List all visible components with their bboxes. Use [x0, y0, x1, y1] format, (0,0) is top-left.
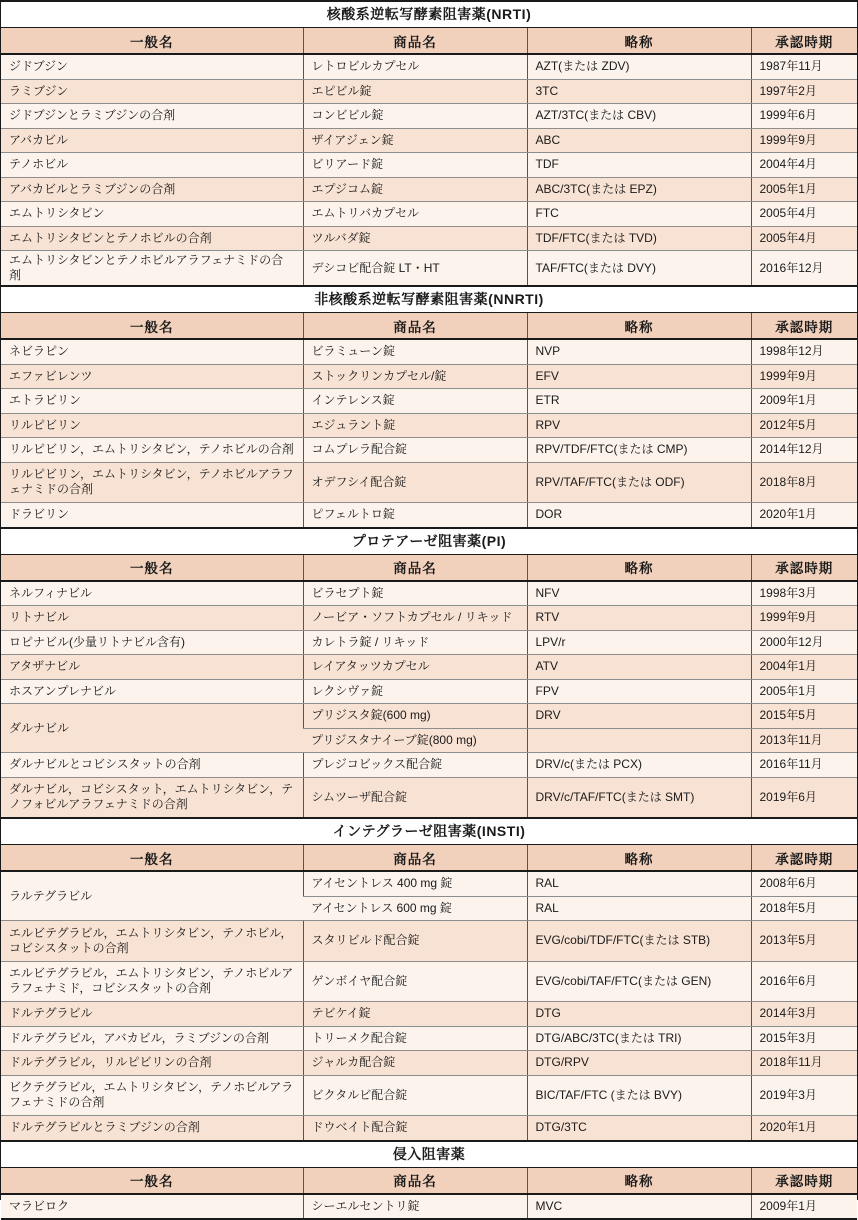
cell-abbreviation: DOR: [527, 503, 751, 528]
column-header: 一般名: [1, 845, 303, 871]
drug-table: [1, 1168, 857, 1220]
cell-approval-date: 1987年11月: [751, 54, 857, 79]
cell-approval-date: 2009年1月: [751, 389, 857, 414]
column-header: 承認時期: [751, 845, 857, 871]
cell-abbreviation: ATV: [527, 655, 751, 680]
table-row: [1, 1116, 857, 1141]
table-row: [1, 1051, 857, 1076]
cell-abbreviation: RPV/TDF/FTC(または CMP): [527, 438, 751, 463]
column-header: 略称: [527, 1168, 751, 1194]
cell-approval-date: 2013年11月: [751, 728, 857, 753]
cell-brand-name: レイアタッツカプセル: [303, 655, 527, 680]
column-header: 承認時期: [751, 28, 857, 54]
table-row: [1, 630, 857, 655]
cell-abbreviation: TDF: [527, 153, 751, 178]
table-row: [1, 128, 857, 153]
cell-generic-name: エトラビリン: [1, 389, 303, 414]
cell-abbreviation: MVC: [527, 1194, 751, 1220]
cell-abbreviation: FPV: [527, 679, 751, 704]
cell-approval-date: 2000年12月: [751, 630, 857, 655]
cell-approval-date: 2015年3月: [751, 1026, 857, 1051]
cell-abbreviation: BIC/TAF/FTC (または BVY): [527, 1075, 751, 1116]
cell-approval-date: 1998年3月: [751, 581, 857, 606]
cell-abbreviation: AZT(または ZDV): [527, 54, 751, 79]
cell-approval-date: 2018年5月: [751, 896, 857, 921]
section-title: プロテアーゼ阻害薬(PI): [1, 529, 857, 555]
cell-generic-name: ドラビリン: [1, 503, 303, 528]
header-row: [1, 555, 857, 581]
cell-abbreviation: FTC: [527, 202, 751, 227]
cell-abbreviation: EVG/cobi/TDF/FTC(または STB): [527, 921, 751, 962]
column-header: 略称: [527, 313, 751, 339]
cell-approval-date: 1998年12月: [751, 339, 857, 364]
cell-abbreviation: RAL: [527, 896, 751, 921]
column-header: 略称: [527, 845, 751, 871]
cell-abbreviation: NFV: [527, 581, 751, 606]
column-header: 略称: [527, 28, 751, 54]
table-row: [1, 655, 857, 680]
column-header: 商品名: [303, 1168, 527, 1194]
table-row: [1, 1002, 857, 1027]
cell-approval-date: 2019年6月: [751, 777, 857, 818]
cell-brand-name: テビケイ錠: [303, 1002, 527, 1027]
cell-abbreviation: [527, 728, 751, 753]
column-header: 商品名: [303, 313, 527, 339]
cell-abbreviation: DRV/c/TAF/FTC(または SMT): [527, 777, 751, 818]
table-row: [1, 202, 857, 227]
cell-approval-date: 2020年1月: [751, 1116, 857, 1141]
table-row: [1, 153, 857, 178]
cell-generic-name: リトナビル: [1, 606, 303, 631]
cell-brand-name: プリジスタ錠(600 mg): [303, 704, 527, 729]
cell-approval-date: 2016年6月: [751, 961, 857, 1002]
cell-brand-name: エムトリバカプセル: [303, 202, 527, 227]
cell-approval-date: 2009年1月: [751, 1194, 857, 1220]
cell-brand-name: エプジコム錠: [303, 177, 527, 202]
cell-brand-name: エピビル錠: [303, 79, 527, 104]
drug-table: [1, 555, 857, 820]
cell-approval-date: 1997年2月: [751, 79, 857, 104]
cell-brand-name: シーエルセントリ錠: [303, 1194, 527, 1220]
cell-brand-name: デシコビ配合錠 LT・HT: [303, 251, 527, 287]
cell-generic-name: リルピビリン: [1, 413, 303, 438]
table-row: [1, 679, 857, 704]
cell-abbreviation: RTV: [527, 606, 751, 631]
cell-approval-date: 1999年6月: [751, 104, 857, 129]
cell-brand-name: レクシヴァ錠: [303, 679, 527, 704]
column-header: 承認時期: [751, 555, 857, 581]
cell-generic-name: ジドブジン: [1, 54, 303, 79]
cell-approval-date: 2005年1月: [751, 177, 857, 202]
table-row: [1, 581, 857, 606]
cell-approval-date: 2016年12月: [751, 251, 857, 287]
cell-generic-name: エルビテグラビル，エムトリシタビン，テノホビルアラフェナミド，コビシスタットの合剤: [1, 961, 303, 1002]
column-header: 一般名: [1, 28, 303, 54]
cell-abbreviation: TAF/FTC(または DVY): [527, 251, 751, 287]
table-row: [1, 921, 857, 962]
cell-generic-name: ドルテグラビルとラミブジンの合剤: [1, 1116, 303, 1141]
header-row: [1, 845, 857, 871]
cell-brand-name: ザイアジェン錠: [303, 128, 527, 153]
table-row: [1, 251, 857, 287]
cell-generic-name: ラルテグラビル: [1, 871, 303, 921]
cell-generic-name: エムトリシタビンとテノホビルアラフェナミドの合剤: [1, 251, 303, 287]
cell-brand-name: トリーメク配合錠: [303, 1026, 527, 1051]
table-row: [1, 438, 857, 463]
cell-approval-date: 1999年9月: [751, 606, 857, 631]
cell-approval-date: 1999年9月: [751, 128, 857, 153]
cell-abbreviation: AZT/3TC(または CBV): [527, 104, 751, 129]
cell-brand-name: コンビビル錠: [303, 104, 527, 129]
cell-brand-name: ストックリンカプセル/錠: [303, 364, 527, 389]
table-row: [1, 226, 857, 251]
cell-generic-name: ラミブジン: [1, 79, 303, 104]
table-row: [1, 104, 857, 129]
cell-brand-name: スタリビルド配合錠: [303, 921, 527, 962]
cell-approval-date: 2018年8月: [751, 462, 857, 503]
table-row: [1, 364, 857, 389]
cell-approval-date: 2018年11月: [751, 1051, 857, 1076]
cell-abbreviation: EVG/cobi/TAF/FTC(または GEN): [527, 961, 751, 1002]
cell-approval-date: 2004年4月: [751, 153, 857, 178]
cell-generic-name: ダルナビル，コビシスタット，エムトリシタビン，テノフォビルアラフェナミドの合剤: [1, 777, 303, 818]
cell-brand-name: コムプレラ配合錠: [303, 438, 527, 463]
cell-abbreviation: DTG/3TC: [527, 1116, 751, 1141]
table-row: [1, 177, 857, 202]
column-header: 承認時期: [751, 1168, 857, 1194]
cell-brand-name: アイセントレス 400 mg 錠: [303, 871, 527, 896]
cell-generic-name: ホスアンプレナビル: [1, 679, 303, 704]
cell-generic-name: ネルフィナビル: [1, 581, 303, 606]
column-header: 略称: [527, 555, 751, 581]
table-row: [1, 1194, 857, 1220]
cell-brand-name: レトロビルカプセル: [303, 54, 527, 79]
table-row: [1, 54, 857, 79]
drug-table: [1, 313, 857, 529]
cell-approval-date: 2014年3月: [751, 1002, 857, 1027]
cell-abbreviation: NVP: [527, 339, 751, 364]
cell-generic-name: ドルテグラビル，リルピビリンの合剤: [1, 1051, 303, 1076]
cell-brand-name: ノービア・ソフトカプセル / リキッド: [303, 606, 527, 631]
cell-brand-name: プレジコビックス配合錠: [303, 753, 527, 778]
cell-brand-name: ジャルカ配合錠: [303, 1051, 527, 1076]
table-row: [1, 503, 857, 528]
cell-abbreviation: DTG/RPV: [527, 1051, 751, 1076]
column-header: 承認時期: [751, 313, 857, 339]
cell-generic-name: ダルナビルとコビシスタットの合剤: [1, 753, 303, 778]
cell-approval-date: 2019年3月: [751, 1075, 857, 1116]
cell-generic-name: ネビラピン: [1, 339, 303, 364]
header-row: [1, 1168, 857, 1194]
column-header: 一般名: [1, 555, 303, 581]
cell-generic-name: エルビテグラビル，エムトリシタビン，テノホビル，コビシスタットの合剤: [1, 921, 303, 962]
cell-approval-date: 2005年4月: [751, 202, 857, 227]
cell-abbreviation: DTG: [527, 1002, 751, 1027]
cell-brand-name: オデフシイ配合錠: [303, 462, 527, 503]
cell-brand-name: ツルバダ錠: [303, 226, 527, 251]
table-row: [1, 777, 857, 818]
column-header: 商品名: [303, 555, 527, 581]
column-header: 商品名: [303, 28, 527, 54]
cell-abbreviation: RAL: [527, 871, 751, 896]
table-row: [1, 79, 857, 104]
cell-abbreviation: ABC: [527, 128, 751, 153]
cell-brand-name: カレトラ錠 / リキッド: [303, 630, 527, 655]
cell-approval-date: 2015年5月: [751, 704, 857, 729]
table-row: [1, 339, 857, 364]
cell-generic-name: エムトリシタビン: [1, 202, 303, 227]
table-row: [1, 961, 857, 1002]
cell-approval-date: 2008年6月: [751, 871, 857, 896]
cell-generic-name: ダルナビル: [1, 704, 303, 753]
table-row: [1, 462, 857, 503]
section-title: 核酸系逆転写酵素阻害薬(NRTI): [1, 2, 857, 28]
cell-abbreviation: TDF/FTC(または TVD): [527, 226, 751, 251]
section-title: インテグラーゼ阻害薬(INSTI): [1, 819, 857, 845]
cell-abbreviation: LPV/r: [527, 630, 751, 655]
cell-abbreviation: 3TC: [527, 79, 751, 104]
cell-generic-name: ドルテグラビル: [1, 1002, 303, 1027]
cell-generic-name: リルピビリン，エムトリシタビン，テノホビルアラフェナミドの合剤: [1, 462, 303, 503]
cell-approval-date: 2020年1月: [751, 503, 857, 528]
cell-brand-name: プリジスタナイーブ錠(800 mg): [303, 728, 527, 753]
cell-generic-name: アタザナビル: [1, 655, 303, 680]
cell-generic-name: ロピナビル(少量リトナビル含有): [1, 630, 303, 655]
table-row: [1, 389, 857, 414]
column-header: 商品名: [303, 845, 527, 871]
cell-abbreviation: ABC/3TC(または EPZ): [527, 177, 751, 202]
drug-table: [1, 28, 857, 287]
cell-approval-date: 2004年1月: [751, 655, 857, 680]
table-row: [1, 1075, 857, 1116]
header-row: [1, 313, 857, 339]
cell-generic-name: エムトリシタビンとテノホビルの合剤: [1, 226, 303, 251]
header-row: [1, 28, 857, 54]
cell-generic-name: ビクテグラビル，エムトリシタビン，テノホビルアラフェナミドの合剤: [1, 1075, 303, 1116]
table-row: [1, 871, 857, 896]
cell-brand-name: エジュラント錠: [303, 413, 527, 438]
cell-generic-name: マラビロク: [1, 1194, 303, 1220]
cell-abbreviation: EFV: [527, 364, 751, 389]
cell-generic-name: アバカビル: [1, 128, 303, 153]
column-header: 一般名: [1, 313, 303, 339]
drug-table: [1, 845, 857, 1142]
table-row: [1, 606, 857, 631]
cell-approval-date: 2005年4月: [751, 226, 857, 251]
cell-brand-name: インテレンス錠: [303, 389, 527, 414]
cell-brand-name: ビラセプト錠: [303, 581, 527, 606]
cell-approval-date: 2012年5月: [751, 413, 857, 438]
cell-brand-name: アイセントレス 600 mg 錠: [303, 896, 527, 921]
cell-generic-name: アバカビルとラミブジンの合剤: [1, 177, 303, 202]
cell-generic-name: エファビレンツ: [1, 364, 303, 389]
cell-brand-name: シムツーザ配合錠: [303, 777, 527, 818]
table-row: [1, 704, 857, 729]
cell-generic-name: ジドブジンとラミブジンの合剤: [1, 104, 303, 129]
cell-abbreviation: ETR: [527, 389, 751, 414]
cell-abbreviation: RPV: [527, 413, 751, 438]
cell-generic-name: リルピビリン，エムトリシタビン，テノホビルの合剤: [1, 438, 303, 463]
cell-abbreviation: DRV: [527, 704, 751, 729]
cell-abbreviation: RPV/TAF/FTC(または ODF): [527, 462, 751, 503]
column-header: 一般名: [1, 1168, 303, 1194]
cell-brand-name: ビリアード錠: [303, 153, 527, 178]
cell-brand-name: ピフェルトロ錠: [303, 503, 527, 528]
cell-approval-date: 2016年11月: [751, 753, 857, 778]
cell-generic-name: ドルテグラビル，アバカビル，ラミブジンの合剤: [1, 1026, 303, 1051]
table-row: [1, 753, 857, 778]
table-row: [1, 1026, 857, 1051]
cell-approval-date: 2013年5月: [751, 921, 857, 962]
cell-brand-name: ビラミューン錠: [303, 339, 527, 364]
cell-brand-name: ドウベイト配合錠: [303, 1116, 527, 1141]
section-title: 侵入阻害薬: [1, 1142, 857, 1168]
cell-approval-date: 2014年12月: [751, 438, 857, 463]
cell-approval-date: 2005年1月: [751, 679, 857, 704]
cell-abbreviation: DTG/ABC/3TC(または TRI): [527, 1026, 751, 1051]
cell-brand-name: ビクタルビ配合錠: [303, 1075, 527, 1116]
table-row: [1, 413, 857, 438]
cell-brand-name: ゲンボイヤ配合錠: [303, 961, 527, 1002]
cell-generic-name: テノホビル: [1, 153, 303, 178]
cell-abbreviation: DRV/c(または PCX): [527, 753, 751, 778]
section-title: 非核酸系逆転写酵素阻害薬(NNRTI): [1, 287, 857, 313]
cell-approval-date: 1999年9月: [751, 364, 857, 389]
